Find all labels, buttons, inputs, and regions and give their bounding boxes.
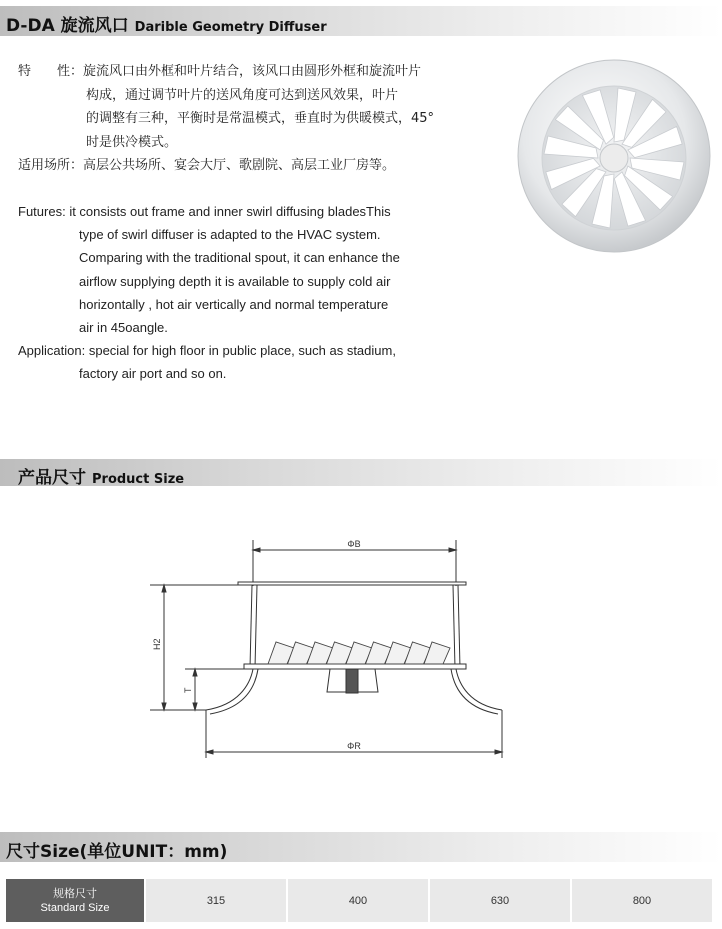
features-cn-line: 构成，通过调节叶片的送风角度可达到送风效果，叶片 [86,87,399,103]
size-table-header [6,879,144,922]
features-cn [18,60,434,178]
features-en-line: air in 45oangle. [79,320,168,336]
features-cn-line: 时是供冷模式。 [86,134,178,150]
application-en-label: Application: [18,343,86,359]
dimension-drawing [0,530,722,790]
dim-label-t: T [183,687,193,693]
dim-label-top: ΦB [347,539,361,549]
size-cell: 630 [430,879,570,922]
features-cn-line: 的调整有三种，平衡时是常温模式，垂直时为供暖模式，45° [86,111,435,126]
drawing-blade [424,642,450,664]
features-en-line: horizontally , hot air vertically and normal temperature [79,296,389,312]
features-cn-line: 旋流风口由外框和叶片结合，该风口由圆形外框和旋流叶片 [83,64,422,79]
application-en-line: special for high floor in public place, such as stadium, [88,343,396,359]
application-cn-label: 适用场所： [18,158,84,173]
features-en-line: Comparing with the traditional spout, it can enhance the [79,250,400,266]
size-table [6,879,712,922]
dim-label-height: H2 [152,638,162,650]
application-en-line: factory air port and so on. [79,366,227,382]
features-en [18,200,400,386]
product-size-title-en: Product Size [92,472,185,487]
size-table-header-cn: 规格尺寸 [53,887,97,900]
size-cell: 400 [288,879,428,922]
product-size-title [18,463,184,488]
features-en-line: it consists out frame and inner swirl diffusing bladesThis [69,204,391,219]
features-en-line: type of swirl diffuser is adapted to the HVAC system. [79,227,381,243]
model-name-en: Darible Geometry Diffuser [134,20,327,35]
size-cell: 315 [146,879,286,922]
dim-label-bottom: ΦR [347,741,361,751]
size-table-header-en: Standard Size [40,901,110,914]
diffuser-photo [514,56,714,256]
product-size-title-cn: 产品尺寸 [18,468,86,488]
application-cn-text: 高层公共场所、宴会大厅、歌剧院、高层工业厂房等。 [83,158,396,173]
size-cell: 800 [572,879,712,922]
features-cn-label: 特 性： [18,64,84,79]
size-section-title [6,837,227,862]
features-en-line: airflow supplying depth it is available to supply cold air [79,273,391,289]
model-title: D-DA 旋流风口 [6,16,129,36]
size-section-title-text: 尺寸Size(单位UNIT：mm) [6,842,228,862]
page-title [6,11,327,36]
features-en-label: Futures: [18,204,66,219]
